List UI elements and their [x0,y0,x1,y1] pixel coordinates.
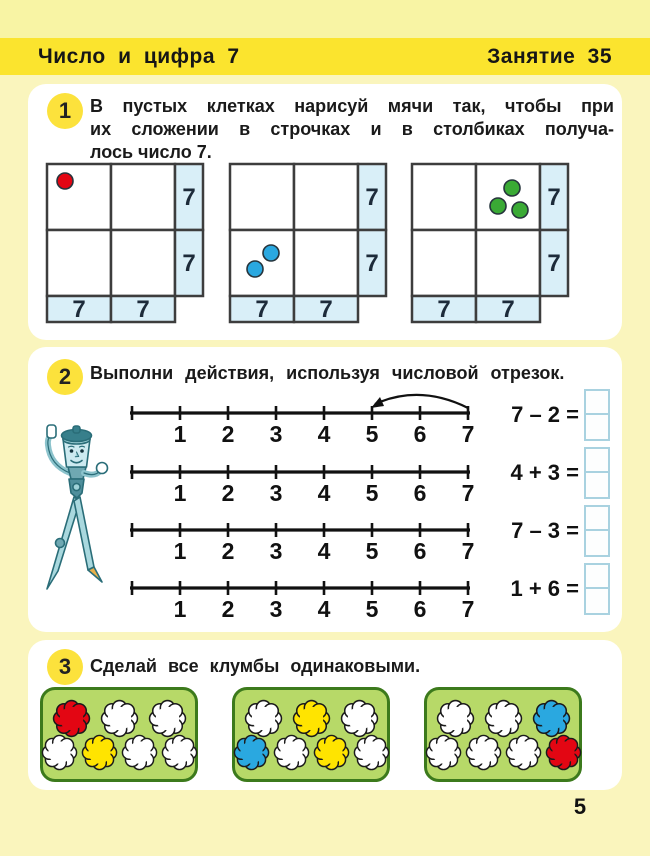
tick-label: 2 [221,480,235,506]
answer-cell[interactable] [584,389,610,415]
answer-cell[interactable] [584,447,610,473]
flower-blue[interactable] [232,733,271,772]
col-sum-value: 7 [72,296,86,323]
page-title: Число и цифра 7 [38,44,240,68]
task2-badge: 2 [47,359,83,395]
flower-red[interactable] [544,733,583,772]
equation-1: 7 – 2 = [511,402,579,427]
tick-label: 7 [461,538,475,564]
header-band [0,38,650,75]
answer-cell[interactable] [584,563,610,589]
tick-label: 1 [173,421,187,447]
arc-arrowhead [371,397,384,408]
answer-cell[interactable] [584,529,610,557]
number-line-2 [126,444,476,508]
task1-text-line1: В пустых клетках нарисуй мячи так, чтобы при [90,96,614,116]
task1-text-line3: лось число 7. [90,142,212,162]
jump-arc [375,395,468,408]
tick-label: 3 [269,421,283,447]
tick-label: 7 [461,421,475,447]
grid-cell[interactable] [230,230,294,296]
tick-label: 2 [221,538,235,564]
ball [504,180,520,196]
lesson-number: Занятие 35 [487,44,612,68]
compass-character [32,421,124,603]
grid-cell[interactable] [476,164,540,230]
tick-label: 1 [173,538,187,564]
task1-text-line2: их сложении в строчках и в столбиках получа- [90,119,614,139]
ball [263,245,279,261]
tick-label: 6 [413,480,427,506]
flower-yellow[interactable] [80,733,119,772]
col-sum-value: 7 [255,296,269,323]
grid-cell[interactable] [47,230,111,296]
sum-grid-1 [45,162,207,325]
flower-bed-1 [40,687,198,782]
answer-cell[interactable] [584,471,610,499]
tick-label: 5 [365,538,379,564]
grid-cell[interactable] [230,164,294,230]
flower-bed-2 [232,687,390,782]
number-line-3 [126,502,476,566]
tick-label: 6 [413,538,427,564]
answer-cell[interactable] [584,505,610,531]
flower-yellow[interactable] [312,733,351,772]
row-sum-value: 7 [365,250,379,277]
sum-grid-3 [410,162,572,325]
flower-bed-3 [424,687,582,782]
ball [512,202,528,218]
grid-cell[interactable] [111,230,175,296]
equation-row-4 [466,563,610,615]
tick-label: 6 [413,596,427,622]
flower-white[interactable] [272,733,311,772]
row-sum-value: 7 [182,184,196,211]
answer-cell[interactable] [584,587,610,615]
grid-cell[interactable] [294,164,358,230]
tick-label: 1 [173,480,187,506]
knee-screw [56,539,65,548]
tick-label: 3 [269,480,283,506]
compass-leg-right [74,497,94,570]
task1-panel [28,84,622,340]
answer-cell[interactable] [584,413,610,441]
task3-text: Сделай все клумбы одинаковыми. [90,656,421,676]
equation-2: 4 + 3 = [510,460,579,485]
row-sum-value: 7 [547,184,561,211]
grid-cell[interactable] [412,230,476,296]
task3-badge: 3 [47,649,83,685]
task1-badge: 1 [47,93,83,129]
tick-label: 4 [317,538,331,564]
ball [247,261,263,277]
flower-white[interactable] [464,733,503,772]
flower-white[interactable] [160,733,199,772]
col-sum-value: 7 [136,296,150,323]
equation-3: 7 – 3 = [511,518,579,543]
task2-text: Выполни действия, используя числовой отрезок. [90,363,565,383]
flower-white[interactable] [40,733,79,772]
task1-text [90,95,614,164]
tick-label: 3 [269,538,283,564]
answer-box-2 [584,447,610,499]
tick-label: 3 [269,596,283,622]
col-sum-value: 7 [437,296,451,323]
tick-label: 2 [221,596,235,622]
flower-white[interactable] [504,733,543,772]
number-line-4 [126,560,476,624]
row-sum-value: 7 [547,250,561,277]
col-sum-value: 7 [319,296,333,323]
tick-label: 4 [317,596,331,622]
flower-row [232,733,391,772]
page-number: 5 [573,794,587,819]
tick-label: 6 [413,421,427,447]
number-line-1 [126,385,476,449]
flower-white[interactable] [424,733,463,772]
grid-cell[interactable] [412,164,476,230]
row-sum-value: 7 [365,184,379,211]
row-sum-value: 7 [182,250,196,277]
answer-box-1 [584,389,610,441]
col-sum-value: 7 [501,296,515,323]
equation-row-3 [466,505,610,557]
glove-hand [97,463,108,474]
flower-row [424,733,583,772]
tick-label: 1 [173,596,187,622]
tick-label: 4 [317,421,331,447]
chalk-piece [47,425,56,438]
grid-cell[interactable] [111,164,175,230]
task2-panel [28,347,622,632]
tick-label: 5 [365,480,379,506]
ball [490,198,506,214]
equation-row-2 [466,447,610,499]
flower-white[interactable] [120,733,159,772]
task3-panel [28,640,622,790]
tick-label: 7 [461,596,475,622]
equation-row-1 [466,389,610,441]
tick-label: 4 [317,480,331,506]
equation-4: 1 + 6 = [510,576,579,601]
page-top-strip [0,0,650,38]
tick-label: 5 [365,421,379,447]
grid-cell[interactable] [476,230,540,296]
flower-row [40,733,199,772]
answer-box-3 [584,505,610,557]
pencil-tip [88,567,102,582]
flower-white[interactable] [352,733,391,772]
grid-cell[interactable] [47,164,111,230]
grid-cell[interactable] [294,230,358,296]
answer-box-4 [584,563,610,615]
ball [57,173,73,189]
tick-label: 5 [365,596,379,622]
tick-label: 2 [221,421,235,447]
sum-grid-2 [228,162,390,325]
tick-label: 7 [461,480,475,506]
